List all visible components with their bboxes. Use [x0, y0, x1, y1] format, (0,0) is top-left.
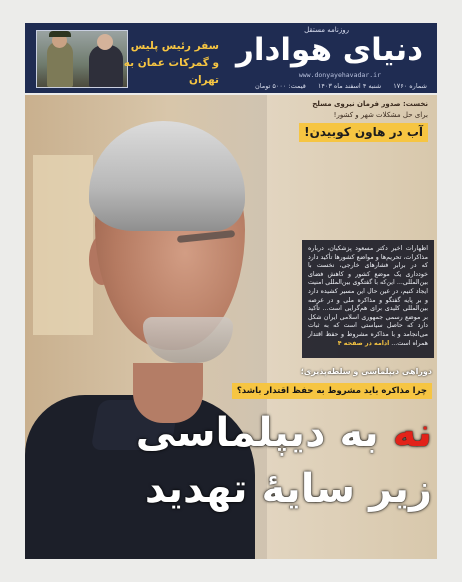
website-address: www.donyayehavadar.ir	[298, 71, 381, 79]
issue-date: شنبه ۴ اسفند ماه ۱۴۰۳	[317, 82, 382, 90]
continue-link[interactable]: ادامه در صفحه ۴	[337, 339, 390, 347]
promo-line1: سفر رئیس پلیس	[130, 40, 219, 52]
promo-line2: و گمرکات عمان به تهران	[123, 57, 219, 86]
lead-text-body: اظهارات اخیر دکتر مسعود پزشکیان، درباره مذاکرات، تحریم‌ها و مواضع کشورها تأکید دارد که در برابر فشارهای خارجی، نخست با خودداری یک موضع کشور و کاهش فضای بین‌المللی... این‌که با گفتگوی بین‌المللی امنیت ایجاد کنیم، در عین حال این مسیر کشیده دارد و بر پایه گفتگو و مذاکره ملی و در عرصه بین‌المللی کلیدی برای هم‌گرایی است... تأکید بر موضع رسمی جمهوری اسلامی ایران شکل دارد که حاصل سیاستی است که به ثبات می‌انجامد و با مذاکره مشروط و حفظ اقتدار همراه است...	[308, 245, 428, 347]
promo-photo	[36, 30, 128, 88]
lead-text-box	[302, 240, 434, 358]
headline-accent-word: نه	[392, 410, 432, 456]
top-story-kicker1: نخست: صدور فرمان نیروی مسلح	[312, 100, 428, 108]
promo-box	[33, 29, 225, 87]
headline-line1-rest: به دیپلماسی	[135, 410, 379, 456]
masthead	[25, 23, 437, 93]
top-story-title: آب در هاون کوبیدن!	[299, 123, 428, 142]
secondary-kicker: دوراهی دیپلماسی و سلطه‌پذیری؛	[300, 367, 432, 376]
issue-meta	[255, 82, 427, 90]
main-headline	[132, 408, 432, 514]
issue-number: شماره ۱۷۶۰	[393, 82, 427, 90]
promo-headline	[123, 38, 219, 89]
top-story	[278, 99, 428, 142]
masthead-kicker: روزنامه مستقل	[304, 26, 349, 34]
secondary-headline	[222, 366, 432, 399]
issue-price: قیمت: ۵۰۰۰ تومان	[254, 82, 306, 90]
secondary-title: چرا مذاکره باید مشروط به حفظ اقتدار باشد؟	[232, 383, 432, 399]
main-headline-line2: زیر سایهٔ تهدید	[144, 466, 432, 512]
newspaper-logo: دنیای هوادار	[236, 32, 423, 68]
top-story-kicker2: برای حل مشکلات شهر و کشور!	[333, 111, 428, 119]
main-headline-line1	[132, 408, 432, 458]
